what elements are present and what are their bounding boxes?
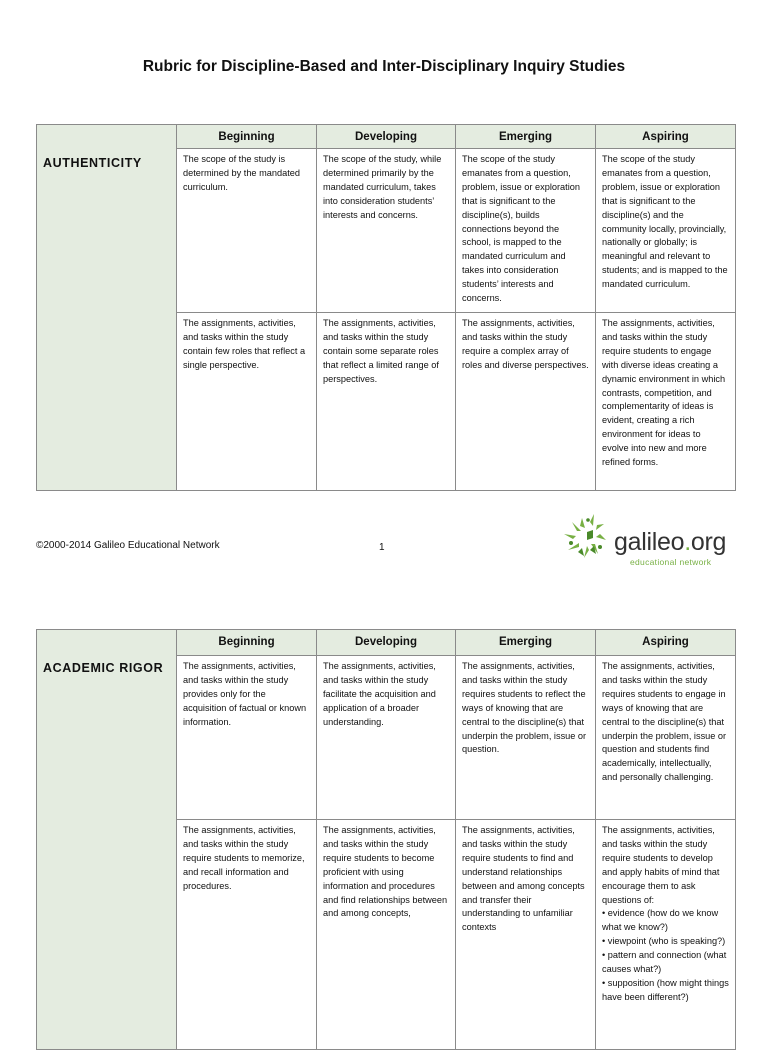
list-item: • pattern and connection (what causes what?) — [602, 950, 727, 975]
page-number: 1 — [379, 542, 385, 553]
rubric-cell: The scope of the study is determined by the mandated curriculum. — [177, 149, 317, 313]
galileo-logo — [560, 510, 745, 570]
rubric-cell: The assignments, activities, and tasks within the study requires students to reflect the ways of knowing that are central to the discipline(s) that underpin the problem, issue or question. — [456, 656, 596, 820]
rubric-cell: The assignments, activities, and tasks within the study requires students to engage in ways of knowing that are central to the discipline(s) that underpin the problem, issue or question and students find academically, intellectually, and personally challenging. — [596, 656, 736, 820]
rubric-cell: The assignments, activities, and tasks within the study contain few roles that reflect a single perspective. — [177, 313, 317, 491]
criterion-cell — [37, 125, 177, 491]
rubric-table-academic-rigor — [36, 629, 736, 1050]
logo-word-main: galileo — [614, 528, 685, 556]
starburst-logo-icon — [560, 510, 616, 566]
rubric-cell: The assignments, activities, and tasks within the study contain some separate roles that reflect a limited range of perspectives. — [317, 313, 456, 491]
rubric-cell: The assignments, activities, and tasks within the study provides only for the acquisition of factual or known information. — [177, 656, 317, 820]
rubric-cell: The assignments, activities, and tasks within the study require students to memorize, and recall information and procedures. — [177, 820, 317, 1050]
rubric-cell-with-bullets — [596, 820, 736, 1050]
level-header-aspiring: Aspiring — [596, 125, 736, 149]
level-header-beginning: Beginning — [177, 630, 317, 656]
level-header-beginning: Beginning — [177, 125, 317, 149]
rubric-cell: The scope of the study emanates from a question, problem, issue or exploration that is significant to the discipline(s), builds connections beyond the school, is mapped to the mandated curriculum and takes into consideration students’ interests and concerns. — [456, 149, 596, 313]
criterion-cell — [37, 630, 177, 1050]
rubric-cell: The assignments, activities, and tasks within the study require students to become proficient with using information and procedures and find relationships between and among concepts, — [317, 820, 456, 1050]
criterion-label: AUTHENTICITY — [43, 156, 142, 170]
rubric-cell: The assignments, activities, and tasks within the study require students to engage with diverse ideas creating a dynamic environment in which contrasts, competition, and complementarity of ideas is evident, creating a rich environment for ideas to evolve into new and more refined forms. — [596, 313, 736, 491]
level-header-developing: Developing — [317, 630, 456, 656]
rubric-table-authenticity — [36, 124, 736, 491]
rubric-cell: The scope of the study emanates from a question, problem, issue or exploration that is significant to the discipline(s) and the community locally, provincially, nationally or globally; is meaningful and relevant to students; and is mapped to the mandated curriculum. — [596, 149, 736, 313]
criterion-label: ACADEMIC RIGOR — [43, 661, 164, 675]
level-header-emerging: Emerging — [456, 630, 596, 656]
list-item: • viewpoint (who is speaking?) — [602, 936, 726, 947]
habits-of-mind-list — [602, 907, 729, 1004]
list-item: • supposition (how might things have been different?) — [602, 977, 729, 1002]
rubric-cell: The assignments, activities, and tasks within the study require a complex array of roles and diverse perspectives. — [456, 313, 596, 491]
logo-word-tld: org — [690, 528, 727, 556]
rubric-cell-intro: The assignments, activities, and tasks within the study require students to develop and apply habits of mind that encourage them to ask questions of: — [602, 825, 720, 905]
level-header-developing: Developing — [317, 125, 456, 149]
copyright-text: ©2000-2014 Galileo Educational Network — [36, 540, 220, 551]
document-title: Rubric for Discipline-Based and Inter-Disciplinary Inquiry Studies — [142, 58, 626, 75]
list-item: • evidence (how do we know what we know?) — [602, 908, 719, 933]
logo-subtitle: educational network — [630, 557, 712, 567]
level-header-aspiring: Aspiring — [596, 630, 736, 656]
level-header-emerging: Emerging — [456, 125, 596, 149]
logo-word-dot: . — [684, 528, 691, 556]
rubric-cell: The scope of the study, while determined primarily by the mandated curriculum, takes into consideration students’ interests and concerns. — [317, 149, 456, 313]
logo-wordmark — [614, 528, 726, 557]
rubric-cell: The assignments, activities, and tasks within the study require students to find and understand relationships between and among concepts and transfer their understanding to unfamiliar contexts — [456, 820, 596, 1050]
rubric-cell: The assignments, activities, and tasks within the study facilitate the acquisition and application of a broader understanding. — [317, 656, 456, 820]
